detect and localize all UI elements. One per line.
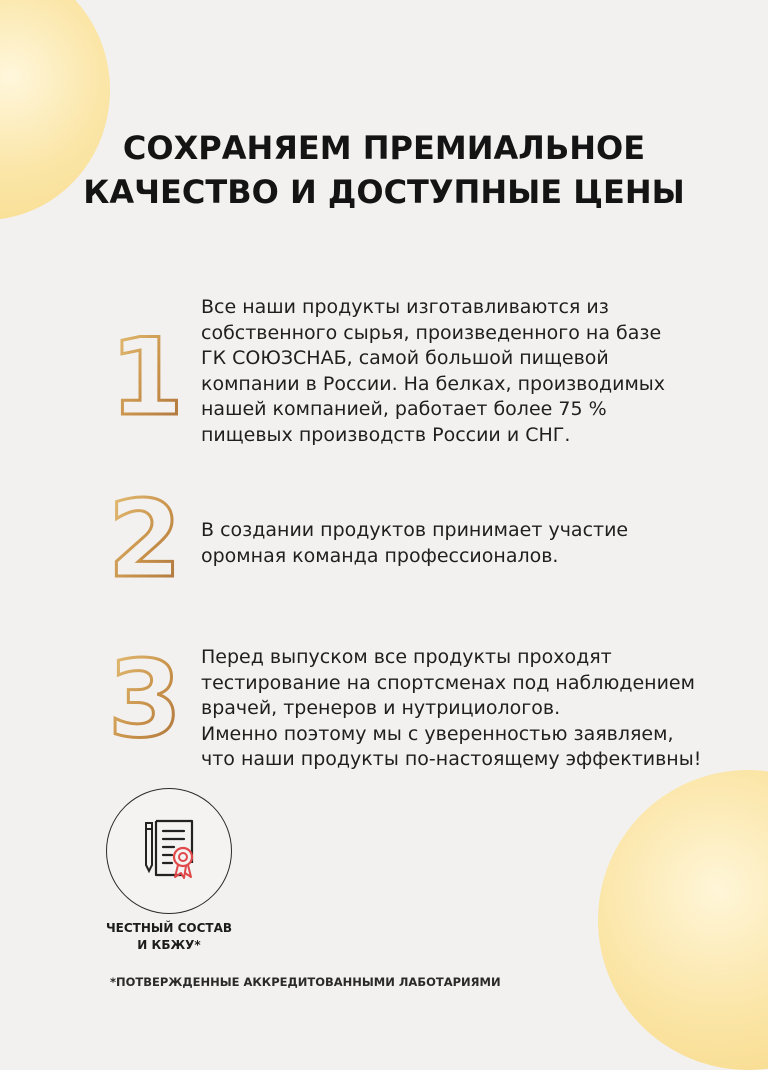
number-text: 2 [108,478,182,601]
decorative-circle-bottom [598,770,768,1070]
text-line: нашей компанией, работает более 75 % [201,398,607,420]
certificate-document-icon [134,815,206,887]
text-line: Все наши продукты изготавливаются из [201,296,609,318]
title-line: СОХРАНЯЕМ ПРЕМИАЛЬНОЕ [122,129,646,167]
text-line: что наши продукты по-настоящему эффективны! [201,748,702,770]
composition-badge [106,788,232,914]
caption-line: ЧЕСТНЫЙ СОСТАВ [105,921,233,935]
text-line: ГК СОЮЗСНАБ, самой большой пищевой [201,347,609,369]
text-line: тестирование на спортсменах под наблюдением [201,671,695,694]
text-line: Именно поэтому мы с уверенностью заявляем, [201,722,674,745]
text-line: собственного сырья, произведенного на базе [201,321,662,344]
item-text-1 [201,295,741,448]
number-text: 3 [108,638,182,761]
text-line: оромная команда профессионалов. [201,544,559,567]
number-text: 1 [110,316,184,439]
text-line: врачей, тренеров и нутрициологов. [201,697,561,719]
text-line: компании в России. На белках, производимых [201,372,666,395]
page-title [40,126,728,214]
badge-caption [90,920,248,954]
item-number-2 [108,478,198,601]
text-line: В создании продуктов принимает участие [201,519,629,541]
footnote: *ПОТВЕРЖДЕННЫЕ АККРЕДИТОВАННЫМИ ЛАБОТАРИЯМИ [110,975,501,989]
item-number-3 [108,638,198,761]
text-line: Перед выпуском все продукты проходят [201,646,612,668]
item-text-2 [201,518,741,569]
caption-line: И КБЖУ* [137,938,201,952]
item-text-3 [201,645,741,773]
text-line: пищевых производств России и СНГ. [201,423,571,446]
title-line: КАЧЕСТВО И ДОСТУПНЫЕ ЦЕНЫ [83,173,685,211]
item-number-1 [110,316,200,439]
